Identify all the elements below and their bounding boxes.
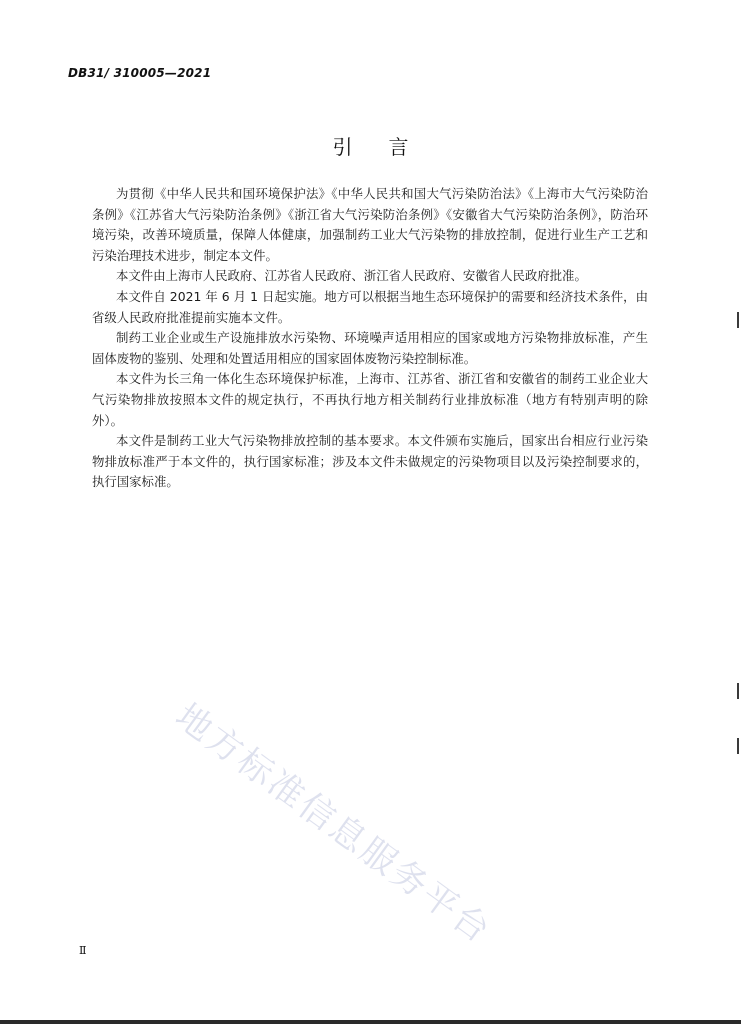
- body-text: [92, 184, 648, 493]
- section-title: 引言: [332, 135, 445, 159]
- scan-edge-mark: [737, 683, 739, 699]
- paragraph: 为贯彻《中华人民共和国环境保护法》《中华人民共和国大气污染防治法》《上海市大气污染防治条例》《江苏省大气污染防治条例》《浙江省大气污染防治条例》《安徽省大气污染防治条例》，防治环境污染，改善环境质量，保障人体健康，加强制药工业大气污染物的排放控制，促进行业生产工艺和污染治理技术进步，制定本文件。: [92, 186, 648, 263]
- paragraph: 本文件是制药工业大气污染物排放控制的基本要求。本文件颁布实施后，国家出台相应行业污染物排放标准严于本文件的，执行国家标准；涉及本文件未做规定的污染物项目以及污染控制要求的，执行国家标准。: [92, 433, 648, 490]
- paragraph: 本文件自 2021 年 6 月 1 日起实施。地方可以根据当地生态环境保护的需要和经济技术条件，由省级人民政府批准提前实施本文件。: [92, 288, 648, 325]
- paragraph: 制药工业企业或生产设施排放水污染物、环境噪声适用相应的国家或地方污染物排放标准，产生固体废物的鉴别、处理和处置适用相应的国家固体废物污染控制标准。: [92, 330, 648, 366]
- paragraph: 本文件由上海市人民政府、江苏省人民政府、浙江省人民政府、安徽省人民政府批准。: [116, 268, 587, 284]
- document-code: DB31/ 310005—2021: [68, 66, 212, 80]
- page-number: Ⅱ: [79, 944, 87, 957]
- scan-edge-mark: [737, 738, 739, 754]
- paragraph: 本文件为长三角一体化生态环境保护标准，上海市、江苏省、浙江省和安徽省的制药工业企业大气污染物排放按照本文件的规定执行，不再执行地方相关制药行业排放标准（地方有特别声明的除外）。: [92, 371, 648, 428]
- scan-bottom-edge: [0, 1020, 741, 1024]
- scan-edge-mark: [737, 312, 739, 328]
- watermark: 地方标准信息服务平台: [167, 696, 499, 953]
